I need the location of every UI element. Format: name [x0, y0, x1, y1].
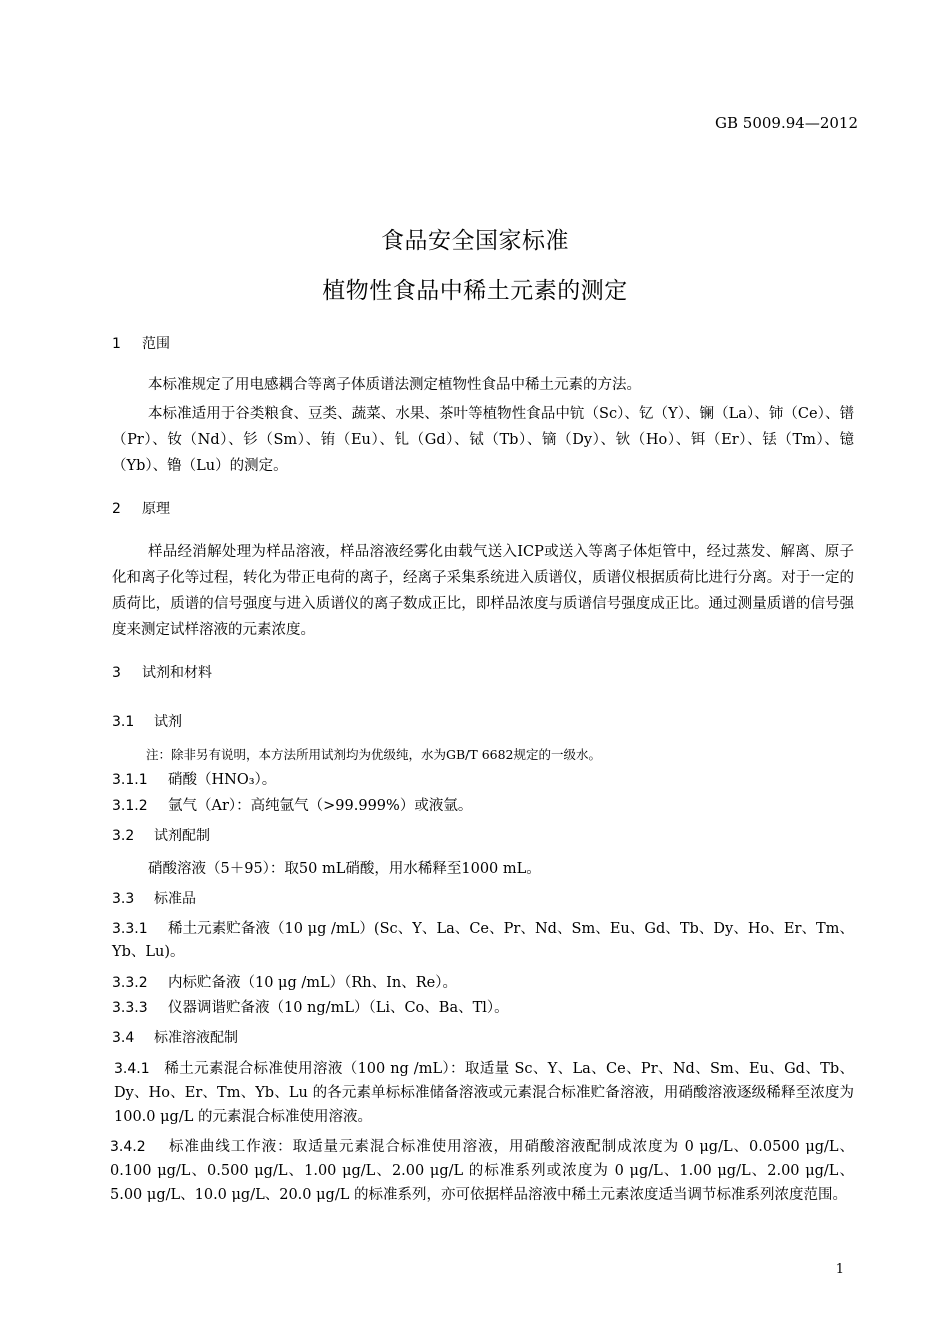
section-title: 原理 — [142, 501, 170, 517]
section-title: 标准品 — [154, 891, 196, 907]
document-title: 食品安全国家标准 — [381, 228, 569, 254]
section-title: 范围 — [142, 336, 170, 352]
item-number: 3.3.1 — [112, 921, 148, 937]
item-3-1-1 — [112, 768, 276, 789]
section-3-4-heading — [112, 1027, 238, 1047]
reagent-note: 注：除非另有说明，本方法所用试剂均为优级纯，水为GB/T 6682规定的一级水。 — [146, 747, 602, 762]
item-number: 3.1.2 — [112, 798, 148, 814]
item-number: 3.4.2 — [110, 1139, 146, 1155]
section-1-heading — [112, 333, 170, 353]
scope-paragraph-1: 本标准规定了用电感耦合等离子体质谱法测定植物性食品中稀土元素的方法。 — [148, 377, 641, 393]
section-number: 3.2 — [112, 828, 135, 844]
section-number: 3.1 — [112, 714, 135, 730]
section-title: 标准溶液配制 — [154, 1030, 238, 1046]
item-number: 3.1.1 — [112, 772, 148, 788]
page-number: 1 — [835, 1262, 844, 1277]
item-number: 3.3.2 — [112, 975, 148, 991]
item-text: 氩气（Ar）：高纯氩气（>99.999%）或液氩。 — [168, 798, 473, 814]
item-text: 标准曲线工作液：取适量元素混合标准使用溶液，用硝酸溶液配制成浓度为 0 μg/L、0.0500 μg/L、0.100 μg/L、0.500 μg/L、1.00 μg/L、2.00 μg/L 的标准系列或浓度为 0 μg/L、1.00 μg/L、2.00 μg/L、5.00 μg/L、10.0 μg/L、20.0 μg/L 的标准系列，亦可依据样品溶液中稀土元素浓度适当调节标准系列浓度范围。 — [110, 1139, 854, 1203]
section-3-heading — [112, 662, 212, 682]
item-number: 3.3.3 — [112, 1000, 148, 1016]
section-title: 试剂配制 — [154, 828, 210, 844]
item-number: 3.4.1 — [114, 1061, 150, 1077]
section-title: 试剂和材料 — [142, 665, 212, 681]
item-text: 稀土元素混合标准使用溶液（100 ng /mL）：取适量 Sc、Y、La、Ce、Pr、Nd、Sm、Eu、Gd、Tb、Dy、Ho、Er、Tm、Yb、Lu 的各元素单标标准储备溶液或元素混合标准贮备溶液，用硝酸溶液逐级稀释至浓度为 100.0 μg/L 的元素混合标准使用溶液。 — [114, 1061, 854, 1125]
standard-number: GB 5009.94—2012 — [715, 114, 858, 132]
item-text: 稀土元素贮备液（10 μg /mL）(Sc、Y、La、Ce、Pr、Nd、Sm、Eu、Gd、Tb、Dy、Ho、Er、Tm、Yb、Lu)。 — [112, 921, 854, 960]
principle-paragraph: 样品经消解处理为样品溶液，样品溶液经雾化由载气送入ICP或送入等离子体炬管中，经过蒸发、解离、原子化和离子化等过程，转化为带正电荷的离子，经离子采集系统进入质谱仪，质谱仪根据质荷比进行分离。对于一定的质荷比，质谱的信号强度与进入质谱仪的离子数成正比，即样品浓度与质谱信号强度成正比。通过测量质谱的信号强度来测定试样溶液的元素浓度。 — [112, 544, 854, 638]
item-3-4-1 — [114, 1057, 854, 1129]
section-3-1-heading — [112, 711, 182, 731]
section-number: 3 — [112, 665, 121, 681]
section-3-3-heading — [112, 888, 196, 908]
section-2-heading — [112, 498, 170, 518]
reagent-prep-paragraph: 硝酸溶液（5＋95）：取50 mL硝酸，用水稀释至1000 mL。 — [148, 861, 541, 877]
section-number: 1 — [112, 336, 121, 352]
item-text: 内标贮备液（10 μg /mL）（Rh、In、Re）。 — [168, 975, 457, 991]
item-3-3-3 — [112, 996, 509, 1017]
item-3-4-2 — [110, 1135, 854, 1207]
document-subtitle: 植物性食品中稀土元素的测定 — [322, 278, 628, 304]
section-number: 2 — [112, 501, 121, 517]
scope-paragraph-2: 本标准适用于谷类粮食、豆类、蔬菜、水果、茶叶等植物性食品中钪（Sc）、钇（Y）、镧（La）、铈（Ce）、镨（Pr）、钕（Nd）、钐（Sm）、铕（Eu）、钆（Gd）、铽（Tb）、镝（Dy）、钬（Ho）、铒（Er）、铥（Tm）、镱（Yb）、镥（Lu）的测定。 — [112, 406, 854, 474]
section-3-2-heading — [112, 825, 210, 845]
section-title: 试剂 — [154, 714, 182, 730]
item-3-3-1 — [112, 918, 854, 964]
item-3-1-2 — [112, 794, 472, 815]
item-text: 仪器调谐贮备液（10 ng/mL）（Li、Co、Ba、Tl）。 — [168, 1000, 509, 1016]
item-text: 硝酸（HNO₃）。 — [168, 772, 277, 788]
section-number: 3.3 — [112, 891, 135, 907]
section-number: 3.4 — [112, 1030, 135, 1046]
item-3-3-2 — [112, 971, 457, 992]
